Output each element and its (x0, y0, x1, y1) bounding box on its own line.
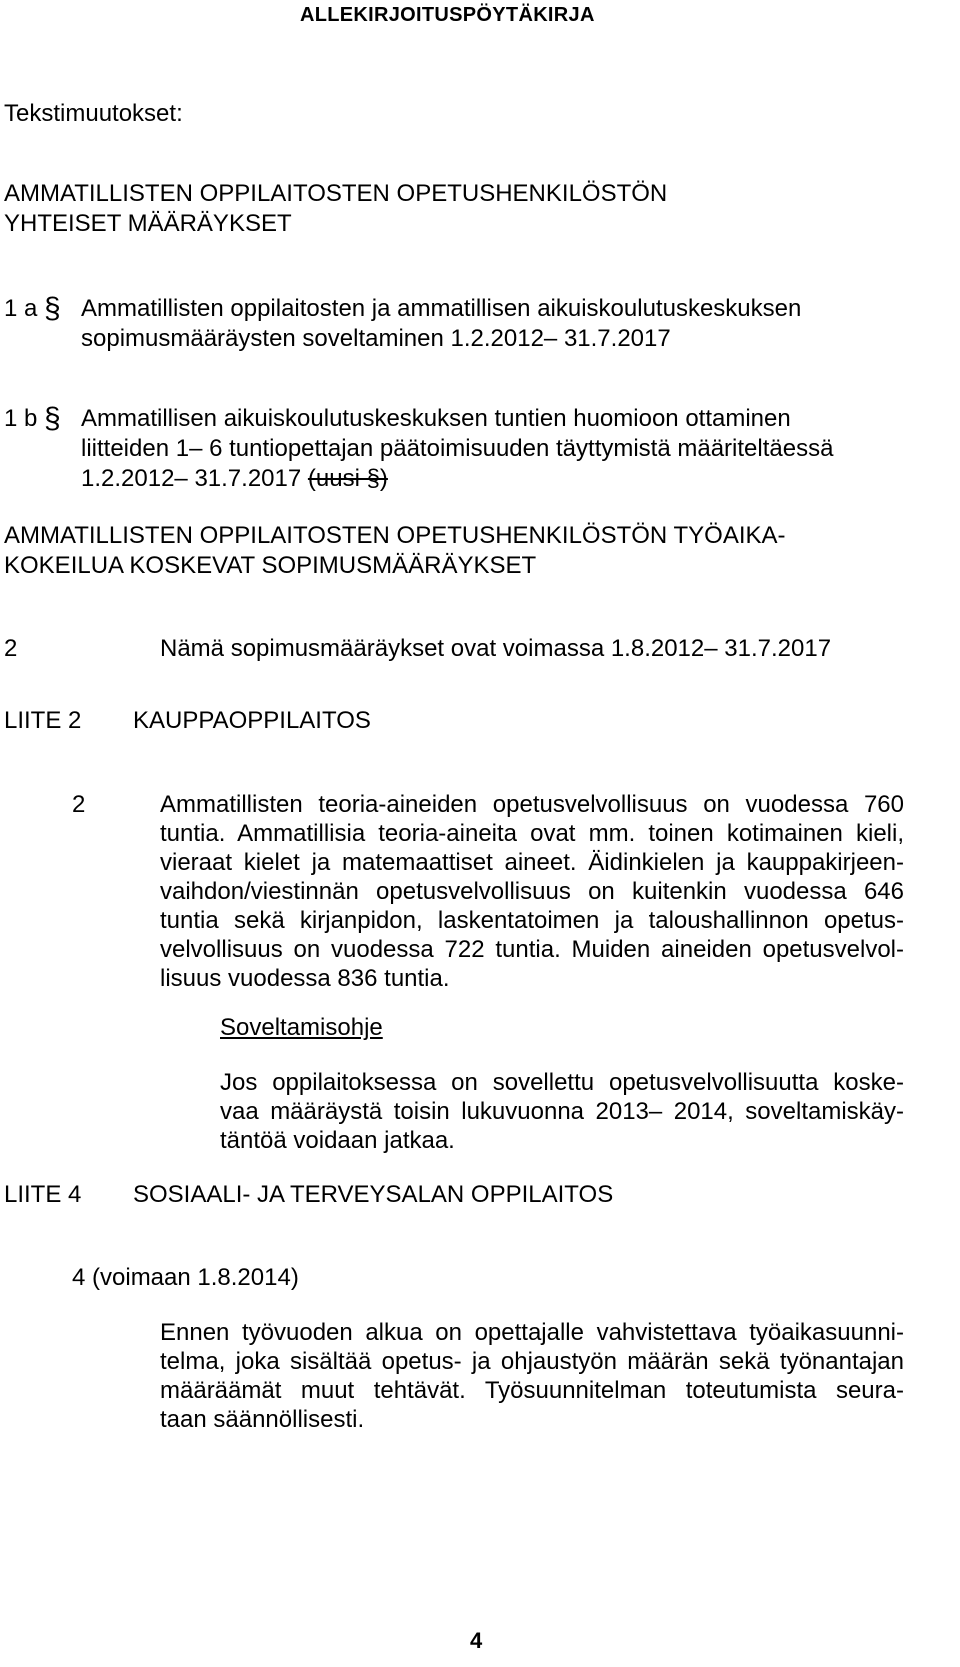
liite2-line: velvollisuus on vuodessa 722 tuntia. Muiden aineiden opetusvelvol- (160, 936, 904, 963)
item-1b-section-sign: § (44, 402, 61, 435)
section1-heading-line2: YHTEISET MÄÄRÄYKSET (4, 210, 292, 237)
liite2-title: KAUPPAOPPILAITOS (133, 707, 371, 734)
liite2-line: tuntia sekä kirjanpidon, laskentatoimen ja taloushallinnon opetus- (160, 907, 904, 934)
item-1a-section-sign: § (44, 292, 61, 325)
guide-line: Jos oppilaitoksessa on sovellettu opetusvelvollisuutta koske- (220, 1069, 904, 1096)
liite2-line: vieraat kielet ja matemaattiset aineet. Äidinkielen ja kauppakirjeen- (160, 849, 904, 876)
section2-heading-line2: KOKEILUA KOSKEVAT SOPIMUSMÄÄRÄYKSET (4, 552, 537, 579)
liite4-title: SOSIAALI- JA TERVEYSALAN OPPILAITOS (133, 1181, 614, 1208)
item-1b-line1: Ammatillisen aikuiskoulutuskeskuksen tuntien huomioon ottaminen (81, 405, 791, 432)
guide-heading: Soveltamisohje (220, 1014, 383, 1041)
liite2-label: LIITE 2 (4, 707, 82, 734)
item-2-text: Nämä sopimusmääräykset ovat voimassa 1.8.2012– 31.7.2017 (160, 635, 832, 662)
liite4-line: Ennen työvuoden alkua on opettajalle vahvistettava työaikasuunni- (160, 1319, 904, 1346)
liite2-line: lisuus vuodessa 836 tuntia. (160, 965, 450, 992)
guide-line: täntöä voidaan jatkaa. (220, 1127, 455, 1154)
item-2-number: 2 (4, 635, 18, 662)
document-title: ALLEKIRJOITUSPÖYTÄKIRJA (300, 4, 595, 26)
liite4-subheading: 4 (voimaan 1.8.2014) (72, 1264, 299, 1291)
liite4-line: telma, joka sisältää opetus- ja ohjaustyön määrän sekä työnantajan (160, 1348, 904, 1375)
liite4-paragraph (160, 1318, 904, 1434)
item-1a-line1: Ammatillisten oppilaitosten ja ammatillisen aikuiskoulutuskeskuksen (81, 295, 802, 322)
item-1b-dates: 1.2.2012– 31.7.2017 (81, 465, 302, 492)
liite2-paragraph (160, 790, 904, 993)
section1-heading-line1: AMMATILLISTEN OPPILAITOSTEN OPETUSHENKILÖSTÖN (4, 180, 668, 207)
section2-heading-line1: AMMATILLISTEN OPPILAITOSTEN OPETUSHENKILÖSTÖN TYÖAIKA- (4, 522, 786, 549)
guide-paragraph (220, 1068, 904, 1155)
liite2-line: tuntia. Ammatillisia teoria-aineita ovat mm. toinen kotimainen kieli, (160, 820, 904, 847)
liite4-label: LIITE 4 (4, 1181, 82, 1208)
page-number: 4 (470, 1628, 483, 1653)
liite4-line: taan säännöllisesti. (160, 1406, 365, 1433)
item-1b-number: 1 b (4, 405, 38, 432)
item-1b-line3 (81, 464, 388, 494)
item-1b-line2: liitteiden 1– 6 tuntiopettajan päätoimisuuden täyttymistä määriteltäessä (81, 435, 834, 462)
item-1a-line2: sopimusmääräysten soveltaminen 1.2.2012– 31.7.2017 (81, 325, 671, 352)
liite2-number: 2 (72, 791, 86, 818)
guide-line: vaa määräystä toisin lukuvuonna 2013– 2014, soveltamiskäy- (220, 1098, 904, 1125)
liite4-line: määräämät muut tehtävät. Työsuunnitelman toteutumista seura- (160, 1377, 904, 1404)
changes-label: Tekstimuutokset: (4, 100, 183, 127)
liite2-line: vaihdon/viestinnän opetusvelvollisuus on kuitenkin vuodessa 646 (160, 878, 904, 905)
item-1b-note: (uusi §) (307, 465, 388, 492)
liite2-line: Ammatillisten teoria-aineiden opetusvelvollisuus on vuodessa 760 (160, 791, 904, 818)
item-1a-number: 1 a (4, 295, 38, 322)
